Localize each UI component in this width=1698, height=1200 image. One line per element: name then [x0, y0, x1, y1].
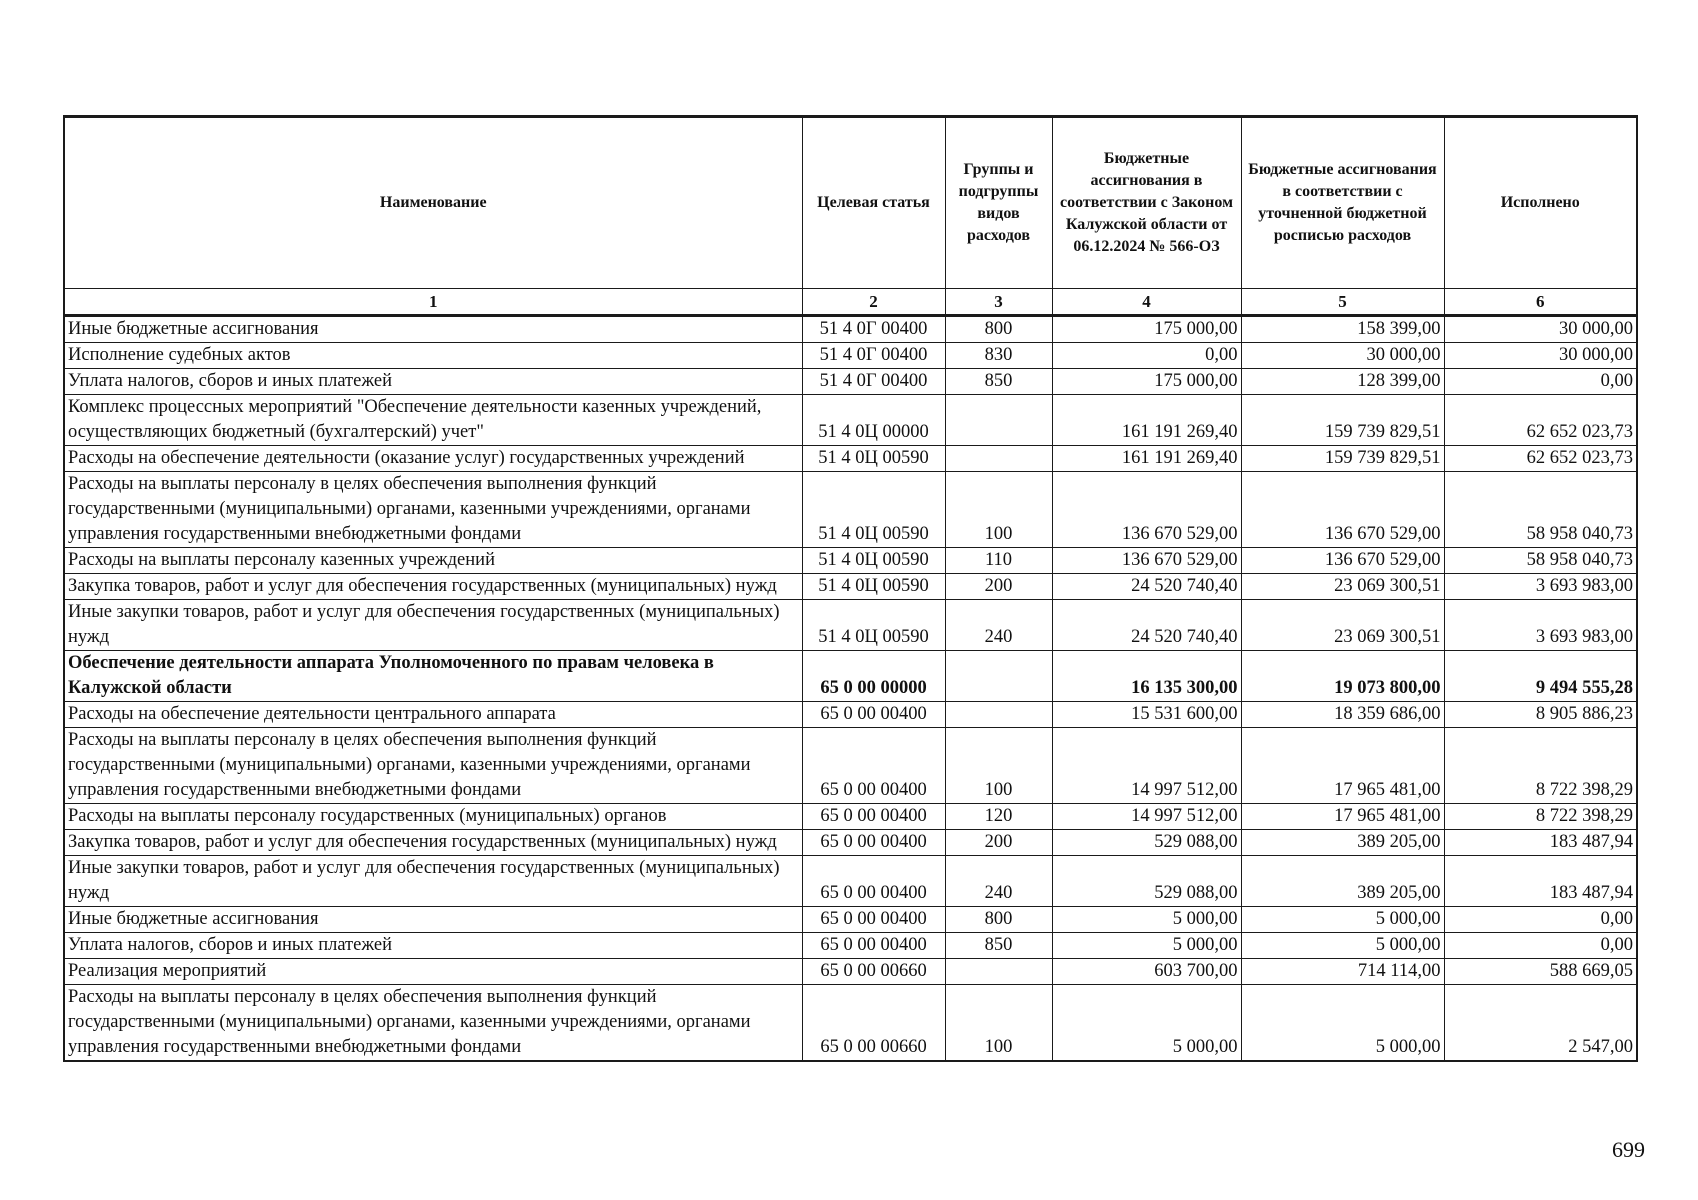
cell-law-allocation: 5 000,00 [1052, 933, 1241, 959]
cell-name: Иные закупки товаров, работ и услуг для обеспечения государственных (муниципальных) нужд [64, 600, 802, 651]
cell-target-article: 51 4 0Ц 00590 [802, 600, 945, 651]
cell-target-article: 65 0 00 00400 [802, 728, 945, 804]
cell-executed: 30 000,00 [1444, 316, 1637, 343]
cell-executed: 58 958 040,73 [1444, 472, 1637, 548]
cell-refined-allocation: 17 965 481,00 [1241, 804, 1444, 830]
header-target-article: Целевая статья [802, 117, 945, 289]
cell-name: Закупка товаров, работ и услуг для обеспечения государственных (муниципальных) нужд [64, 830, 802, 856]
cell-target-article: 65 0 00 00400 [802, 830, 945, 856]
cell-target-article: 65 0 00 00400 [802, 804, 945, 830]
cell-target-article: 65 0 00 00400 [802, 907, 945, 933]
cell-refined-allocation: 23 069 300,51 [1241, 600, 1444, 651]
cell-name: Уплата налогов, сборов и иных платежей [64, 369, 802, 395]
cell-expense-group: 240 [945, 600, 1052, 651]
table-row [64, 728, 1637, 804]
cell-executed: 9 494 555,28 [1444, 651, 1637, 702]
cell-target-article: 51 4 0Ц 00590 [802, 548, 945, 574]
cell-target-article: 51 4 0Г 00400 [802, 369, 945, 395]
header-name: Наименование [64, 117, 802, 289]
cell-refined-allocation: 159 739 829,51 [1241, 446, 1444, 472]
cell-refined-allocation: 18 359 686,00 [1241, 702, 1444, 728]
table-row [64, 651, 1637, 702]
column-number: 3 [945, 289, 1052, 316]
table-row [64, 933, 1637, 959]
cell-refined-allocation: 17 965 481,00 [1241, 728, 1444, 804]
cell-executed: 183 487,94 [1444, 830, 1637, 856]
table-row [64, 600, 1637, 651]
cell-refined-allocation: 389 205,00 [1241, 830, 1444, 856]
cell-name: Расходы на выплаты персоналу в целях обеспечения выполнения функций государственными (муниципальными) органами, казенными учреждениями, органами управления государственными внебюджетными фондами [64, 985, 802, 1062]
cell-executed: 2 547,00 [1444, 985, 1637, 1062]
cell-expense-group: 110 [945, 548, 1052, 574]
cell-expense-group: 800 [945, 907, 1052, 933]
cell-executed: 588 669,05 [1444, 959, 1637, 985]
cell-expense-group: 850 [945, 933, 1052, 959]
cell-refined-allocation: 714 114,00 [1241, 959, 1444, 985]
cell-executed: 30 000,00 [1444, 343, 1637, 369]
table-row [64, 985, 1637, 1062]
cell-refined-allocation: 5 000,00 [1241, 985, 1444, 1062]
table-row [64, 548, 1637, 574]
cell-executed: 0,00 [1444, 933, 1637, 959]
cell-name: Реализация мероприятий [64, 959, 802, 985]
cell-executed: 0,00 [1444, 369, 1637, 395]
budget-table [63, 115, 1638, 1062]
cell-name: Уплата налогов, сборов и иных платежей [64, 933, 802, 959]
cell-law-allocation: 161 191 269,40 [1052, 395, 1241, 446]
table-body [64, 316, 1637, 1062]
cell-refined-allocation: 136 670 529,00 [1241, 548, 1444, 574]
cell-law-allocation: 175 000,00 [1052, 316, 1241, 343]
table-row [64, 446, 1637, 472]
table-row [64, 316, 1637, 343]
cell-executed: 3 693 983,00 [1444, 600, 1637, 651]
cell-name: Обеспечение деятельности аппарата Уполномоченного по правам человека в Калужской области [64, 651, 802, 702]
cell-target-article: 65 0 00 00660 [802, 959, 945, 985]
cell-name: Иные бюджетные ассигнования [64, 316, 802, 343]
cell-expense-group: 100 [945, 472, 1052, 548]
table-row [64, 702, 1637, 728]
cell-law-allocation: 603 700,00 [1052, 959, 1241, 985]
cell-executed: 183 487,94 [1444, 856, 1637, 907]
header-refined-allocations: Бюджетные ассигнования в соответствии с уточненной бюджетной росписью расходов [1241, 117, 1444, 289]
header-expense-groups: Группы и подгруппы видов расходов [945, 117, 1052, 289]
column-number: 5 [1241, 289, 1444, 316]
cell-law-allocation: 136 670 529,00 [1052, 472, 1241, 548]
cell-refined-allocation: 158 399,00 [1241, 316, 1444, 343]
cell-executed: 3 693 983,00 [1444, 574, 1637, 600]
cell-name: Расходы на обеспечение деятельности центрального аппарата [64, 702, 802, 728]
cell-name: Расходы на обеспечение деятельности (оказание услуг) государственных учреждений [64, 446, 802, 472]
cell-refined-allocation: 30 000,00 [1241, 343, 1444, 369]
cell-expense-group [945, 651, 1052, 702]
cell-law-allocation: 529 088,00 [1052, 856, 1241, 907]
cell-name: Расходы на выплаты персоналу государственных (муниципальных) органов [64, 804, 802, 830]
cell-executed: 62 652 023,73 [1444, 446, 1637, 472]
cell-name: Комплекс процессных мероприятий "Обеспечение деятельности казенных учреждений, осуществляющих бюджетный (бухгалтерский) учет" [64, 395, 802, 446]
cell-law-allocation: 14 997 512,00 [1052, 804, 1241, 830]
cell-executed: 8 722 398,29 [1444, 728, 1637, 804]
cell-target-article: 65 0 00 00400 [802, 856, 945, 907]
cell-name: Закупка товаров, работ и услуг для обеспечения государственных (муниципальных) нужд [64, 574, 802, 600]
table-row [64, 959, 1637, 985]
cell-refined-allocation: 159 739 829,51 [1241, 395, 1444, 446]
column-number: 6 [1444, 289, 1637, 316]
cell-name: Расходы на выплаты персоналу в целях обеспечения выполнения функций государственными (муниципальными) органами, казенными учреждениями, органами управления государственными внебюджетными фондами [64, 472, 802, 548]
cell-expense-group: 200 [945, 830, 1052, 856]
cell-target-article: 65 0 00 00400 [802, 702, 945, 728]
header-law-allocations: Бюджетные ассигнования в соответствии с Законом Калужской области от 06.12.2024 № 566-ОЗ [1052, 117, 1241, 289]
table-row [64, 395, 1637, 446]
cell-law-allocation: 16 135 300,00 [1052, 651, 1241, 702]
cell-refined-allocation: 23 069 300,51 [1241, 574, 1444, 600]
cell-target-article: 51 4 0Г 00400 [802, 343, 945, 369]
cell-law-allocation: 161 191 269,40 [1052, 446, 1241, 472]
cell-executed: 62 652 023,73 [1444, 395, 1637, 446]
page-number: 699 [1612, 1137, 1645, 1162]
cell-target-article: 51 4 0Ц 00590 [802, 574, 945, 600]
column-number: 1 [64, 289, 802, 316]
cell-law-allocation: 15 531 600,00 [1052, 702, 1241, 728]
cell-expense-group: 100 [945, 985, 1052, 1062]
cell-target-article: 51 4 0Г 00400 [802, 316, 945, 343]
cell-expense-group: 200 [945, 574, 1052, 600]
cell-name: Иные закупки товаров, работ и услуг для обеспечения государственных (муниципальных) нужд [64, 856, 802, 907]
cell-expense-group: 240 [945, 856, 1052, 907]
column-number-row [64, 289, 1637, 316]
table-row [64, 804, 1637, 830]
table-row [64, 907, 1637, 933]
table-row [64, 856, 1637, 907]
cell-target-article: 51 4 0Ц 00000 [802, 395, 945, 446]
cell-name: Иные бюджетные ассигнования [64, 907, 802, 933]
header-row [64, 117, 1637, 289]
cell-refined-allocation: 136 670 529,00 [1241, 472, 1444, 548]
cell-law-allocation: 529 088,00 [1052, 830, 1241, 856]
table-row [64, 472, 1637, 548]
cell-executed: 58 958 040,73 [1444, 548, 1637, 574]
cell-refined-allocation: 19 073 800,00 [1241, 651, 1444, 702]
cell-law-allocation: 175 000,00 [1052, 369, 1241, 395]
cell-expense-group: 850 [945, 369, 1052, 395]
cell-expense-group: 120 [945, 804, 1052, 830]
cell-law-allocation: 5 000,00 [1052, 907, 1241, 933]
cell-target-article: 65 0 00 00400 [802, 933, 945, 959]
cell-target-article: 65 0 00 00000 [802, 651, 945, 702]
cell-expense-group: 830 [945, 343, 1052, 369]
column-number: 2 [802, 289, 945, 316]
table-row [64, 369, 1637, 395]
cell-expense-group [945, 446, 1052, 472]
column-number: 4 [1052, 289, 1241, 316]
cell-expense-group [945, 959, 1052, 985]
cell-law-allocation: 24 520 740,40 [1052, 574, 1241, 600]
cell-executed: 8 905 886,23 [1444, 702, 1637, 728]
cell-law-allocation: 14 997 512,00 [1052, 728, 1241, 804]
cell-target-article: 51 4 0Ц 00590 [802, 446, 945, 472]
cell-name: Исполнение судебных актов [64, 343, 802, 369]
cell-law-allocation: 0,00 [1052, 343, 1241, 369]
cell-refined-allocation: 389 205,00 [1241, 856, 1444, 907]
cell-expense-group [945, 702, 1052, 728]
cell-expense-group [945, 395, 1052, 446]
cell-law-allocation: 136 670 529,00 [1052, 548, 1241, 574]
cell-refined-allocation: 5 000,00 [1241, 933, 1444, 959]
cell-target-article: 51 4 0Ц 00590 [802, 472, 945, 548]
cell-target-article: 65 0 00 00660 [802, 985, 945, 1062]
cell-executed: 8 722 398,29 [1444, 804, 1637, 830]
table-row [64, 343, 1637, 369]
cell-expense-group: 100 [945, 728, 1052, 804]
cell-name: Расходы на выплаты персоналу в целях обеспечения выполнения функций государственными (муниципальными) органами, казенными учреждениями, органами управления государственными внебюджетными фондами [64, 728, 802, 804]
header-executed: Исполнено [1444, 117, 1637, 289]
cell-expense-group: 800 [945, 316, 1052, 343]
cell-refined-allocation: 128 399,00 [1241, 369, 1444, 395]
table-row [64, 830, 1637, 856]
cell-law-allocation: 5 000,00 [1052, 985, 1241, 1062]
table-row [64, 574, 1637, 600]
cell-executed: 0,00 [1444, 907, 1637, 933]
cell-refined-allocation: 5 000,00 [1241, 907, 1444, 933]
cell-name: Расходы на выплаты персоналу казенных учреждений [64, 548, 802, 574]
cell-law-allocation: 24 520 740,40 [1052, 600, 1241, 651]
